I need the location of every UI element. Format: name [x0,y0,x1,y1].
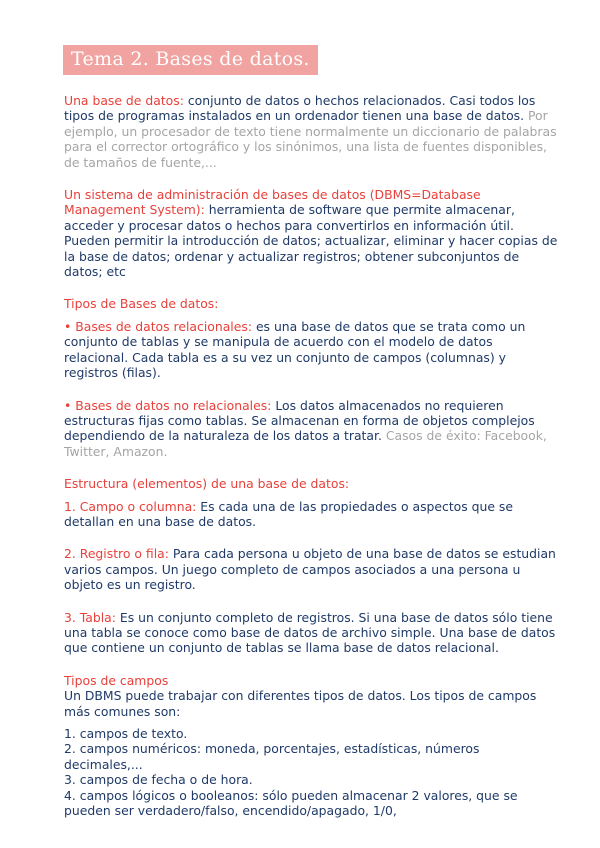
dbms-term: Un sistema de administración de bases de datos (DBMS=Database Management System): [64,187,481,218]
estructura-heading: Estructura (elementos) de una base de datos: [64,476,350,492]
tipos-campos-intro: Un DBMS puede trabajar con diferentes tipos de datos. Los tipos de campos más comunes son: [64,688,537,719]
intro-definition: conjunto de datos o hechos relacionados. Casi todos los tipos de programas instalados en un ordenador tienen una base de datos. [64,93,536,124]
document-body [64,93,558,818]
list-item: 4. campos lógicos o booleanos: sólo pueden almacenar 2 valores, que se pueden ser verdadero/falso, encendido/apagado, 1/0, [64,787,518,819]
campo-paragraph [64,499,558,530]
registro-paragraph [64,546,558,592]
relacionales-term: • Bases de datos relacionales: [64,318,252,334]
tabla-definition: Es un conjunto completo de registros. Si una base de datos sólo tiene una tabla se conoce como base de datos de archivo simple. Una base de datos que contiene un conjunto de tablas se llama base de datos relacional. [64,609,556,656]
tabla-term: 3. Tabla: [64,609,116,625]
tipos-bd-heading: Tipos de Bases de datos: [64,296,219,312]
campo-term: 1. Campo o columna: [64,498,197,514]
campo-definition: Es cada una de las propiedades o aspectos que se detallan en una base de datos. [64,498,514,529]
no-relacionales-term: • Bases de datos no relacionales: [64,397,272,413]
dbms-paragraph [64,187,558,279]
list-item: 3. campos de fecha o de hora. [64,772,253,788]
dbms-definition: herramienta de software que permite almacenar, acceder y procesar datos o hechos para convertirlos en información útil. Pueden permitir la introducción de datos; actualizar, eliminar y hacer copias de la base de datos; ordenar y actualizar registros; obtener subconjuntos de datos; etc [64,202,558,280]
no-relacionales-paragraph [64,398,558,460]
tipos-campos-list [64,726,558,818]
page-title: Tema 2. Bases de datos. [63,45,318,75]
no-relacionales-definition: Los datos almacenados no requieren estructuras fijas como tablas. Se almacenan en forma de objetos complejos dependiendo de la naturaleza de los datos a tratar. [64,397,535,444]
list-item: 2. campos numéricos: moneda, porcentajes, estadísticas, números decimales,... [64,741,480,772]
intro-example: Por ejemplo, un procesador de texto tiene normalmente un diccionario de palabras para el corrector ortográfico y los sinónimos, una lista de fuentes disponibles, de tamaños de fuente,... [64,108,557,170]
registro-definition: Para cada persona u objeto de una base de datos se estudian varios campos. Un juego completo de campos asociados a una persona u objeto es un registro. [64,546,556,593]
intro-paragraph [64,93,558,170]
relacionales-paragraph [64,319,558,381]
no-relacionales-example: Casos de éxito: Facebook, Twitter, Amazon. [64,428,547,459]
intro-term: Una base de datos: [64,93,184,108]
tipos-campos-heading: Tipos de campos [64,672,169,688]
list-item: 1. campos de texto. [64,726,188,741]
tabla-paragraph [64,610,558,656]
relacionales-definition: es una base de datos que se trata como un conjunto de tablas y se manipula de acuerdo con el modelo de datos relacional. Cada tabla es a su vez un conjunto de campos (columnas) y registros (filas). [64,318,526,381]
registro-term: 2. Registro o fila: [64,546,169,562]
